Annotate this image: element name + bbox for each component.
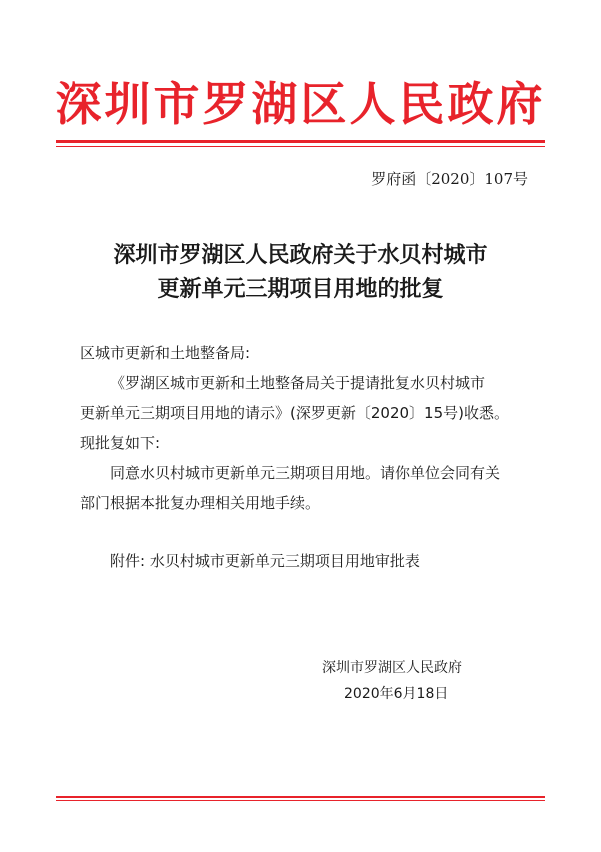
issue-date: 2020年6月18日 [344, 686, 449, 702]
paragraph-1-line-2: 更新单元三期项目用地的请示》(深罗更新〔2020〕15号)收悉。 [80, 404, 509, 422]
masthead-red-rule-thick [56, 140, 545, 143]
paragraph-2-line-1: 同意水贝村城市更新单元三期项目用地。请你单位会同有关 [110, 464, 501, 482]
signoff-block [322, 655, 462, 707]
title-line-2: 更新单元三期项目用地的批复 [157, 276, 444, 302]
attachment-line: 附件: 水贝村城市更新单元三期项目用地审批表 [110, 552, 420, 570]
title-line-1: 深圳市罗湖区人民政府关于水贝村城市 [113, 242, 488, 268]
paragraph-1-line-1: 《罗湖区城市更新和土地整备局关于提请批复水贝村城市 [110, 374, 486, 392]
document-number: 罗府函〔2020〕107号 [371, 170, 528, 188]
masthead-title: 深圳市罗湖区人民政府 [55, 77, 546, 131]
document-title [0, 238, 601, 306]
paragraph-2-line-2: 部门根据本批复办理相关用地手续。 [80, 494, 321, 512]
issuer-name: 深圳市罗湖区人民政府 [322, 660, 462, 676]
footer-red-rule-thin [56, 800, 545, 801]
recipient-line: 区城市更新和土地整备局: [80, 344, 251, 362]
masthead-red-rule-thin [56, 146, 545, 147]
footer-red-rule-thick [56, 796, 545, 798]
document-body [80, 338, 540, 518]
paragraph-1-line-3: 现批复如下: [80, 434, 161, 452]
